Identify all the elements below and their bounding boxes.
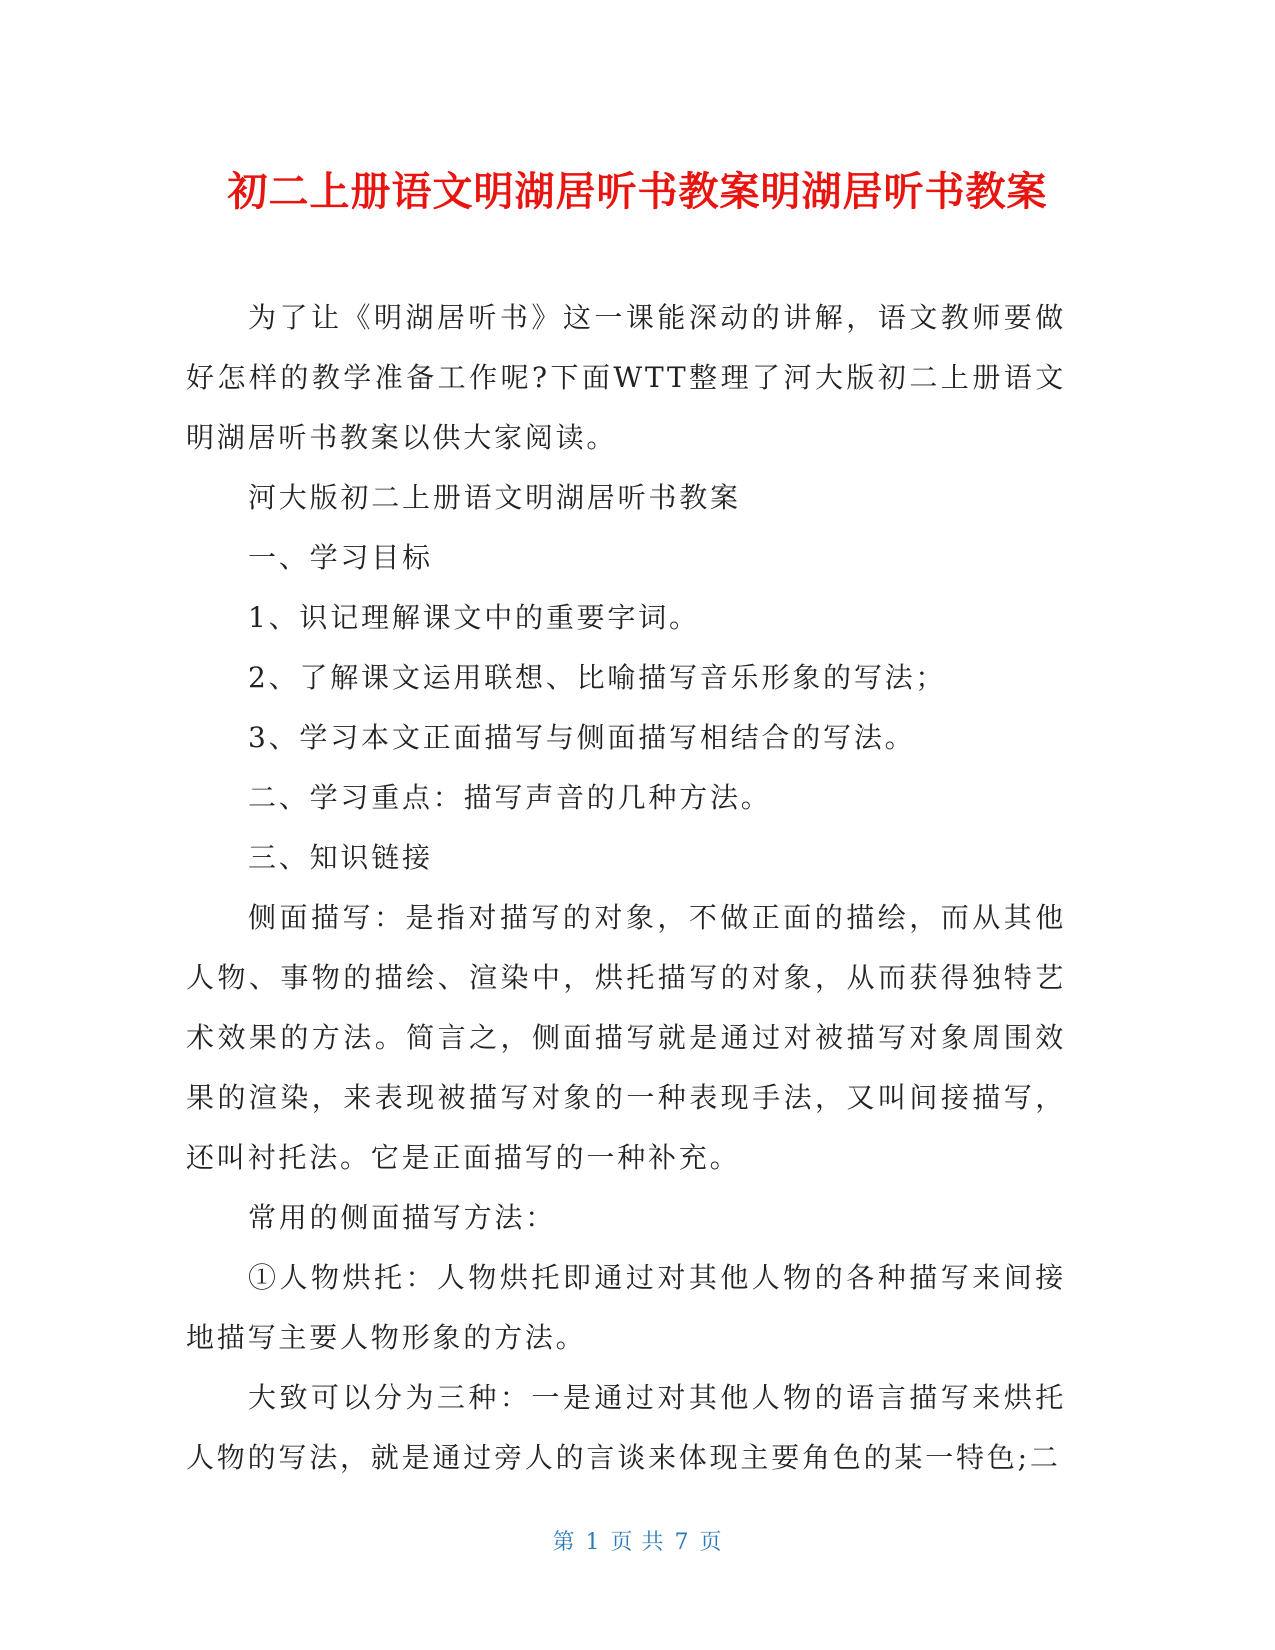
footer-total-pages: 7 — [674, 1530, 690, 1555]
goal-item-1: 1、识记理解课文中的重要字词。 — [248, 601, 700, 634]
heading-learning-goals: 一、学习目标 — [248, 541, 433, 574]
goal-item-2: 2、了解课文运用联想、比喻描写音乐形象的写法； — [248, 661, 947, 694]
paragraph-three-kinds: 大致可以分为三种：一是通过对其他人物的语言描写来烘托人物的写法，就是通过旁人的言谈来体现主要角色的某一特色;二 — [186, 1381, 1066, 1474]
document-body — [186, 288, 1066, 1488]
paragraph-common-methods: 常用的侧面描写方法： — [248, 1201, 557, 1234]
footer-suffix: 页 — [699, 1530, 723, 1555]
heading-knowledge-link: 三、知识链接 — [248, 841, 433, 874]
paragraph-side-description: 侧面描写：是指对描写的对象，不做正面的描绘，而从其他人物、事物的描绘、渲染中，烘托描写的对象，从而获得独特艺术效果的方法。简言之，侧面描写就是通过对被描写对象周围效果的渲染，来表现被描写对象的一种表现手法，又叫间接描写，还叫衬托法。它是正面描写的一种补充。 — [186, 901, 1066, 1174]
goal-item-3: 3、学习本文正面描写与侧面描写相结合的写法。 — [248, 721, 916, 754]
footer-page-number: 1 — [585, 1530, 601, 1555]
heading-key-points: 二、学习重点：描写声音的几种方法。 — [248, 781, 772, 814]
document-title: 初二上册语文明湖居听书教案明湖居听书教案 — [227, 169, 1048, 215]
paragraph-character-contrast: ①人物烘托：人物烘托即通过对其他人物的各种描写来间接地描写主要人物形象的方法。 — [186, 1261, 1066, 1354]
paragraph-subtitle: 河大版初二上册语文明湖居听书教案 — [248, 481, 741, 514]
page-footer — [0, 1525, 1275, 1556]
footer-middle: 页 共 — [610, 1530, 665, 1555]
paragraph-intro: 为了让《明湖居听书》这一课能深动的讲解，语文教师要做好怎样的教学准备工作呢?下面WTT整理了河大版初二上册语文明湖居听书教案以供大家阅读。 — [186, 301, 1066, 454]
footer-prefix: 第 — [552, 1530, 576, 1555]
